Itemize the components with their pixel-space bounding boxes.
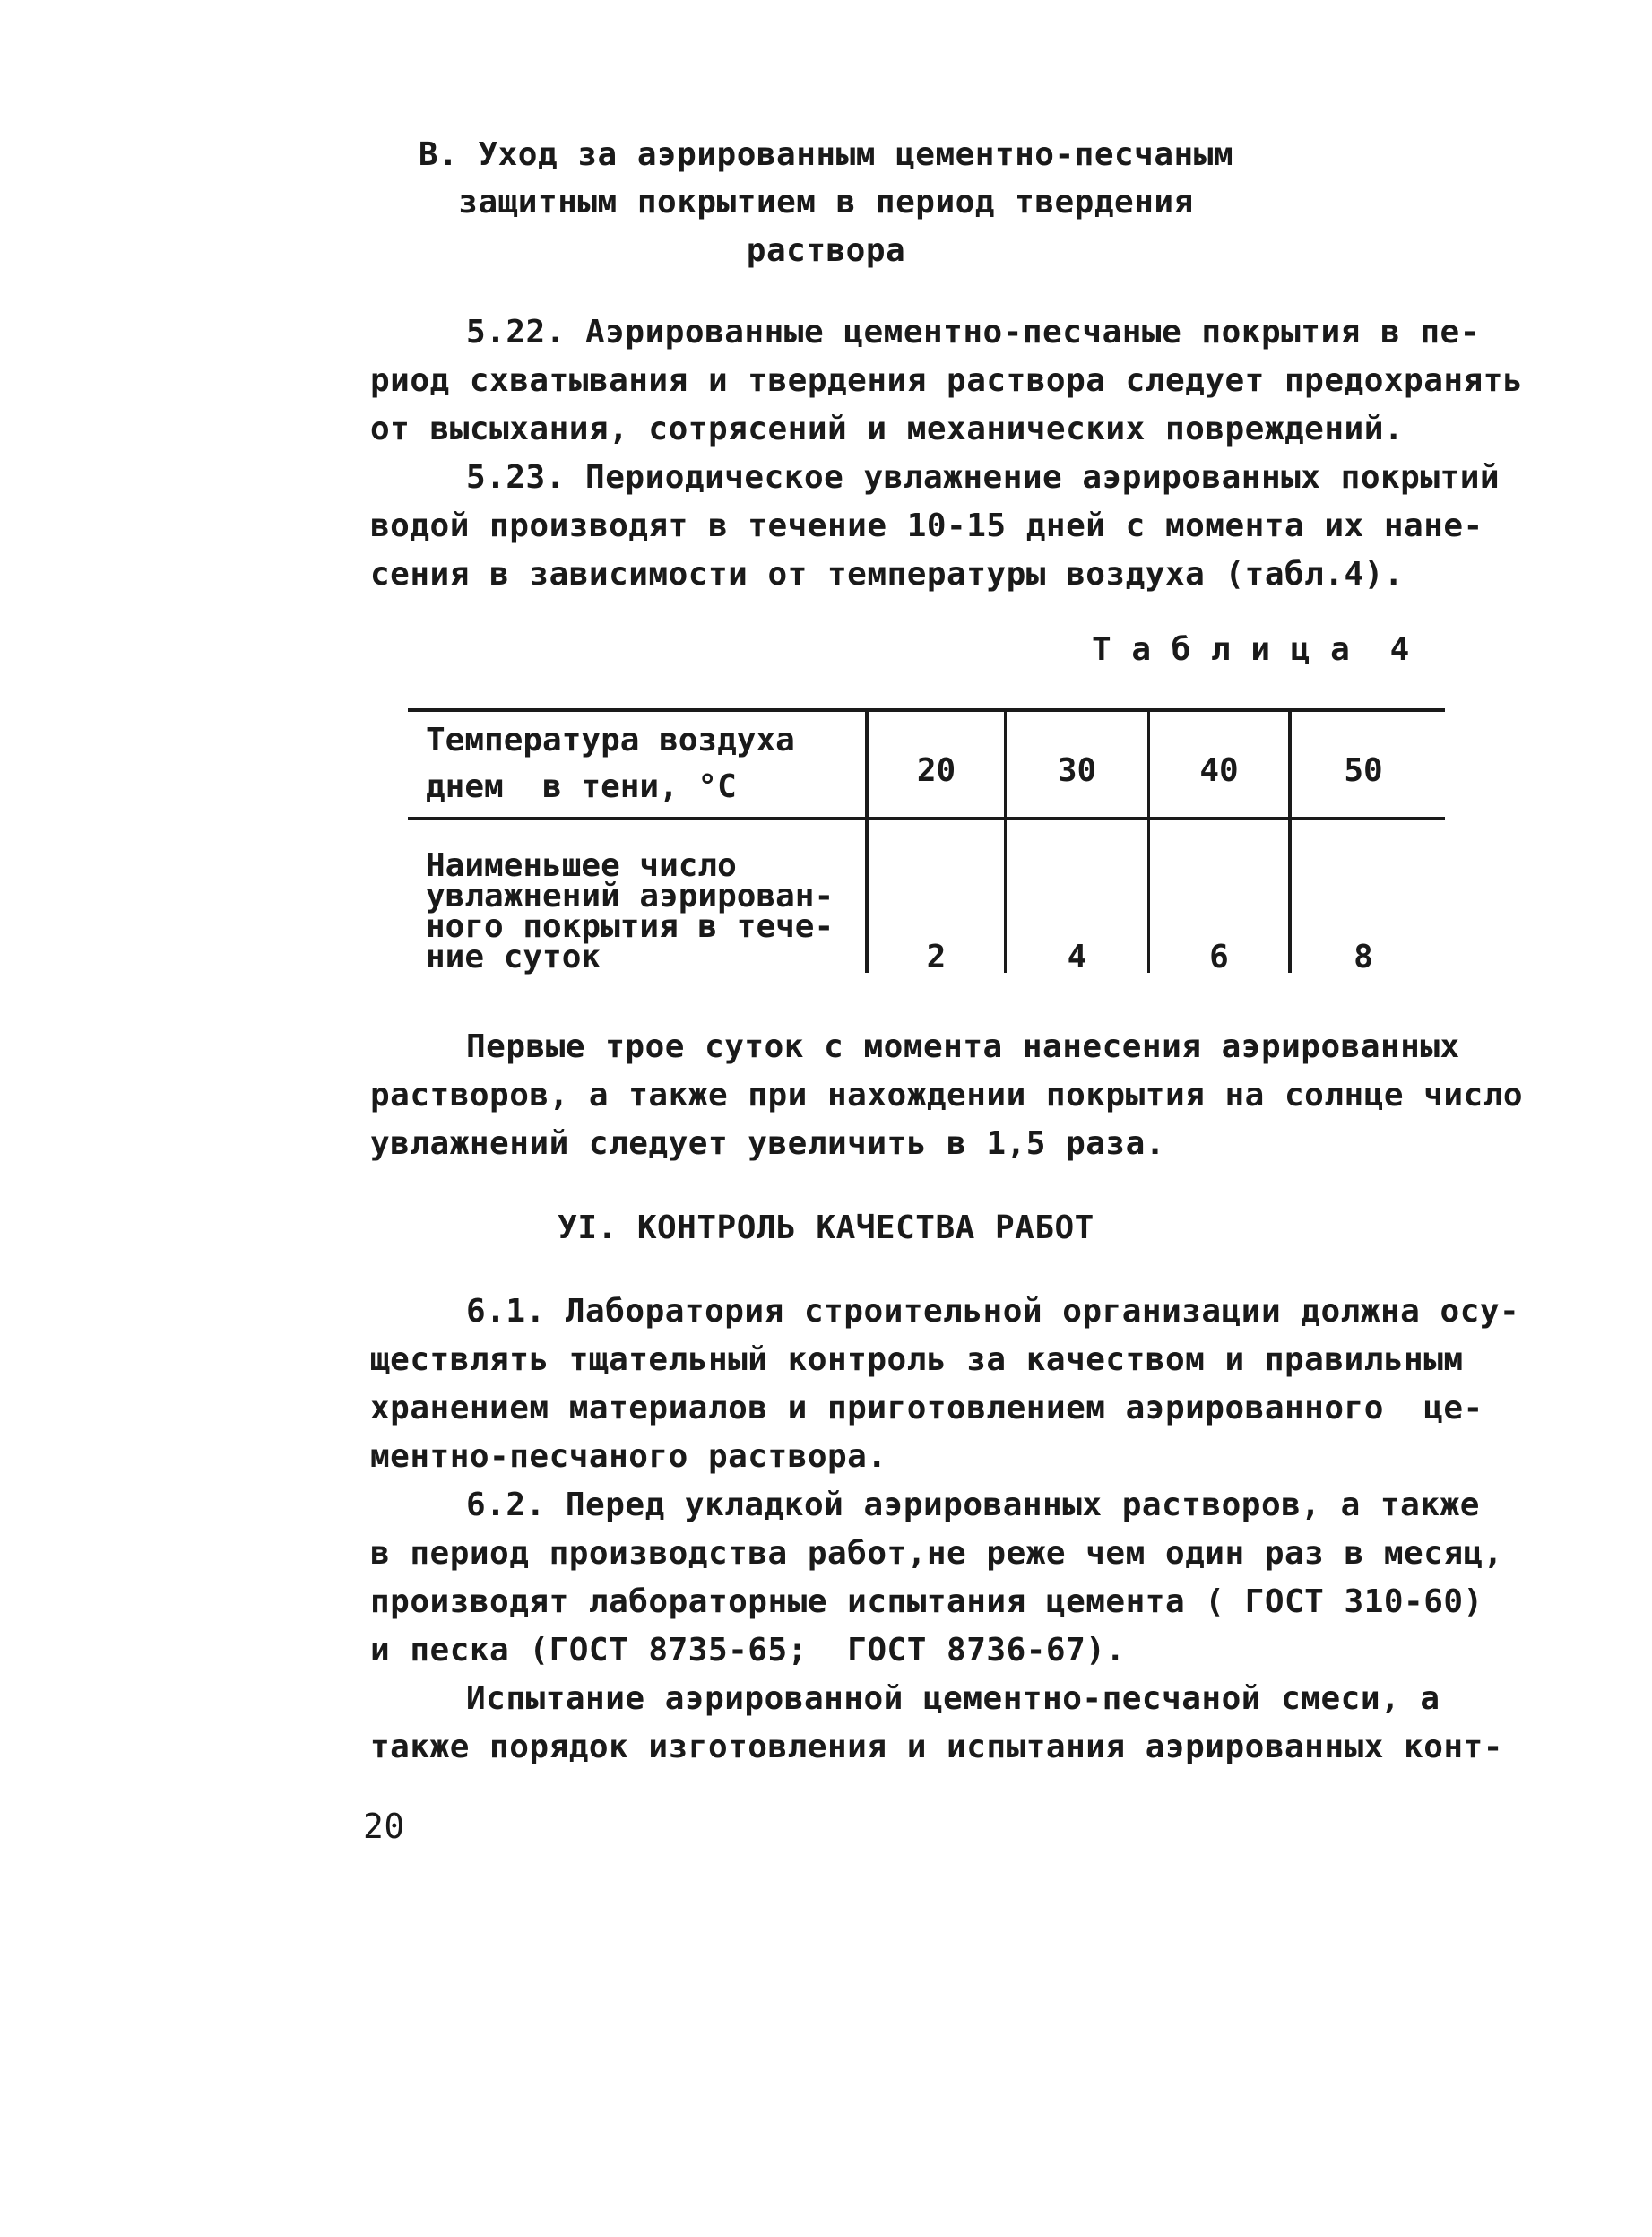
- table-divider-1: [865, 708, 869, 973]
- paragraph-6-2-line-4: и песка (ГОСТ 8735-65; ГОСТ 8736-67).: [370, 1632, 1126, 1669]
- paragraph-5-23-line-1: 5.23. Периодическое увлажнение аэрированных покрытий: [466, 459, 1501, 496]
- section-b-heading-line-3: раствора: [746, 232, 906, 269]
- table-temp-40: 40: [1199, 752, 1239, 789]
- section-6-heading: УІ. КОНТРОЛЬ КАЧЕСТВА РАБОТ: [558, 1210, 1094, 1246]
- table-row-label-line-2: увлажнений аэрирован-: [426, 878, 835, 915]
- section-b-heading-line-1: В. Уход за аэрированным цементно-песчаным: [418, 136, 1234, 173]
- paragraph-5-23-line-2: водой производят в течение 10-15 дней с момента их нане-: [370, 507, 1483, 544]
- paragraph-test-line-2: также порядок изготовления и испытания аэрированных конт-: [370, 1729, 1503, 1765]
- paragraph-6-2-line-3: производят лабораторные испытания цемента ( ГОСТ 310-60): [370, 1583, 1483, 1620]
- paragraph-6-1-line-3: хранением материалов и приготовлением аэрированного це-: [370, 1390, 1483, 1426]
- section-b-heading-line-2: защитным покрытием в период твердения: [458, 184, 1194, 221]
- table-divider-4: [1288, 708, 1292, 973]
- paragraph-6-1-line-2: ществлять тщательный контроль за качеством и правильным: [370, 1341, 1464, 1378]
- table-header-label-line-2: днем в тени, °С: [426, 768, 737, 805]
- table-temp-50: 50: [1344, 752, 1383, 789]
- table-count-20: 2: [926, 939, 947, 975]
- paragraph-5-22-line-2: риод схватывания и твердения раствора следует предохранять: [370, 362, 1524, 399]
- paragraph-5-22-line-1: 5.22. Аэрированные цементно-песчаные покрытия в пе-: [466, 314, 1480, 351]
- paragraph-test-line-1: Испытание аэрированной цементно-песчаной смеси, а: [466, 1680, 1440, 1717]
- table-caption: Т а б л и ц а 4: [1092, 631, 1410, 668]
- paragraph-5-23-line-3: сения в зависимости от температуры воздуха (табл.4).: [370, 556, 1405, 593]
- table-row-label-line-3: ного покрытия в тече-: [426, 908, 835, 945]
- paragraph-6-1-line-1: 6.1. Лаборатория строительной организации должна осу-: [466, 1293, 1520, 1330]
- paragraph-note-line-2: растворов, а также при нахождении покрытия на солнце число: [370, 1077, 1524, 1114]
- paragraph-6-2-line-2: в период производства работ,не реже чем один раз в месяц,: [370, 1535, 1503, 1572]
- table-divider-3: [1147, 708, 1150, 973]
- table-divider-2: [1004, 708, 1007, 973]
- table-row-label-line-1: Наименьшее число: [426, 847, 737, 884]
- paragraph-6-1-line-4: ментно-песчаного раствора.: [370, 1438, 887, 1475]
- table-temp-20: 20: [916, 752, 956, 789]
- paragraph-5-22-line-3: от высыхания, сотрясений и механических повреждений.: [370, 411, 1405, 447]
- table-count-50: 8: [1354, 939, 1373, 975]
- paragraph-6-2-line-1: 6.2. Перед укладкой аэрированных растворов, а также: [466, 1487, 1480, 1523]
- page-number: 20: [363, 1807, 405, 1846]
- paragraph-note-line-3: увлажнений следует увеличить в 1,5 раза.: [370, 1125, 1165, 1162]
- table-row-label-line-4: ние суток: [426, 939, 601, 975]
- paragraph-note-line-1: Первые трое суток с момента нанесения аэрированных: [466, 1028, 1460, 1065]
- table-count-30: 4: [1067, 939, 1087, 975]
- table-header-label-line-1: Температура воздуха: [426, 722, 795, 759]
- table-count-40: 6: [1209, 939, 1229, 975]
- table-temp-30: 30: [1057, 752, 1097, 789]
